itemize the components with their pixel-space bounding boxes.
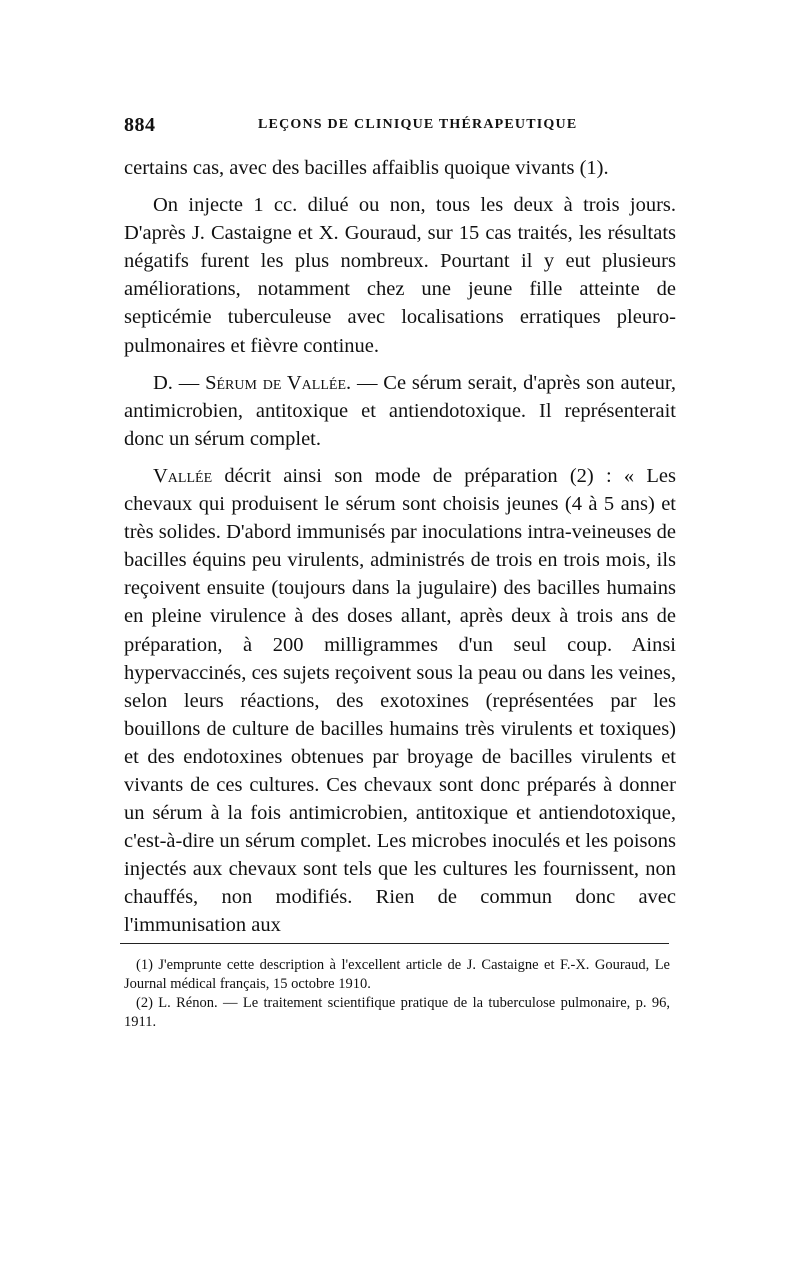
- paragraph-continuation: certains cas, avec des bacilles affaiblis quoique vivants (1).: [124, 157, 609, 179]
- paragraph-injection-results: On injecte 1 cc. dilué ou non, tous les deux à trois jours. D'après J. Castaigne et X. Gouraud, sur 15 cas traités, les résultats négatifs furent les plus nombreux. Pourtant il y eut plusieurs améliorations, notamment chez une jeune fille atteinte de septicémie tuberculeuse avec localisations erratiques pleuro-pulmonaires et fièvre continue.: [124, 194, 676, 357]
- paragraph-serum-vallee-text: — Ce sérum serait, d'après son auteur, antimicrobien, antitoxique et antiendotoxique. Il représenterait donc un sérum complet.: [124, 371, 676, 450]
- footnotes: [124, 956, 670, 1032]
- running-title: LEÇONS DE CLINIQUE THÉRAPEUTIQUE: [258, 117, 578, 132]
- section-heading: D. — Sérum de Vallée.: [153, 371, 352, 394]
- running-header: [124, 114, 676, 138]
- paragraph-preparation: [124, 462, 676, 940]
- footnote-1: (1) J'emprunte cette description à l'excellent article de J. Castaigne et F.-X. Gouraud, Le Journal médical français, 15 octobre 1910.: [124, 957, 670, 992]
- paragraph-preparation-text: décrit ainsi son mode de préparation (2) : « Les chevaux qui produisent le sérum sont choisis jeunes (4 à 5 ans) et très solides. D'abord immunisés par inoculations intra-veineuses de bacilles équins peu virulents, administrés de trois en trois mois, ils reçoivent ensuite (toujours dans la jugulaire) des bacilles humains en pleine virulence à des doses allant, après deux à trois ans de préparation, à 200 milligrammes d'un seul coup. Ainsi hypervaccinés, ces sujets reçoivent sous la peau ou dans les veines, selon leurs réactions, des exotoxines (représentées par les bouillons de culture de bacilles humains très virulents et toxiques) et des endotoxines obtenues par broyage de bacilles virulents et vivants de ces cultures. Ces chevaux sont donc préparés à donner un sérum à la fois antimicrobien, antitoxique et antiendotoxique, c'est-à-dire un sérum complet. Les microbes inoculés et les poisons injectés aux chevaux sont tels que les cultures les fournissent, non chauffés, non modifiés. Rien de commun donc avec l'immunisation aux: [124, 464, 676, 937]
- footnote-divider: [120, 943, 669, 944]
- paragraph-serum-vallee: [124, 369, 676, 453]
- main-text: [124, 154, 676, 940]
- page-number: 884: [124, 114, 156, 136]
- author-name: Vallée: [153, 464, 213, 487]
- footnote-2: (2) L. Rénon. — Le traitement scientifique pratique de la tuberculose pulmonaire, p. 96, 1911.: [124, 995, 670, 1030]
